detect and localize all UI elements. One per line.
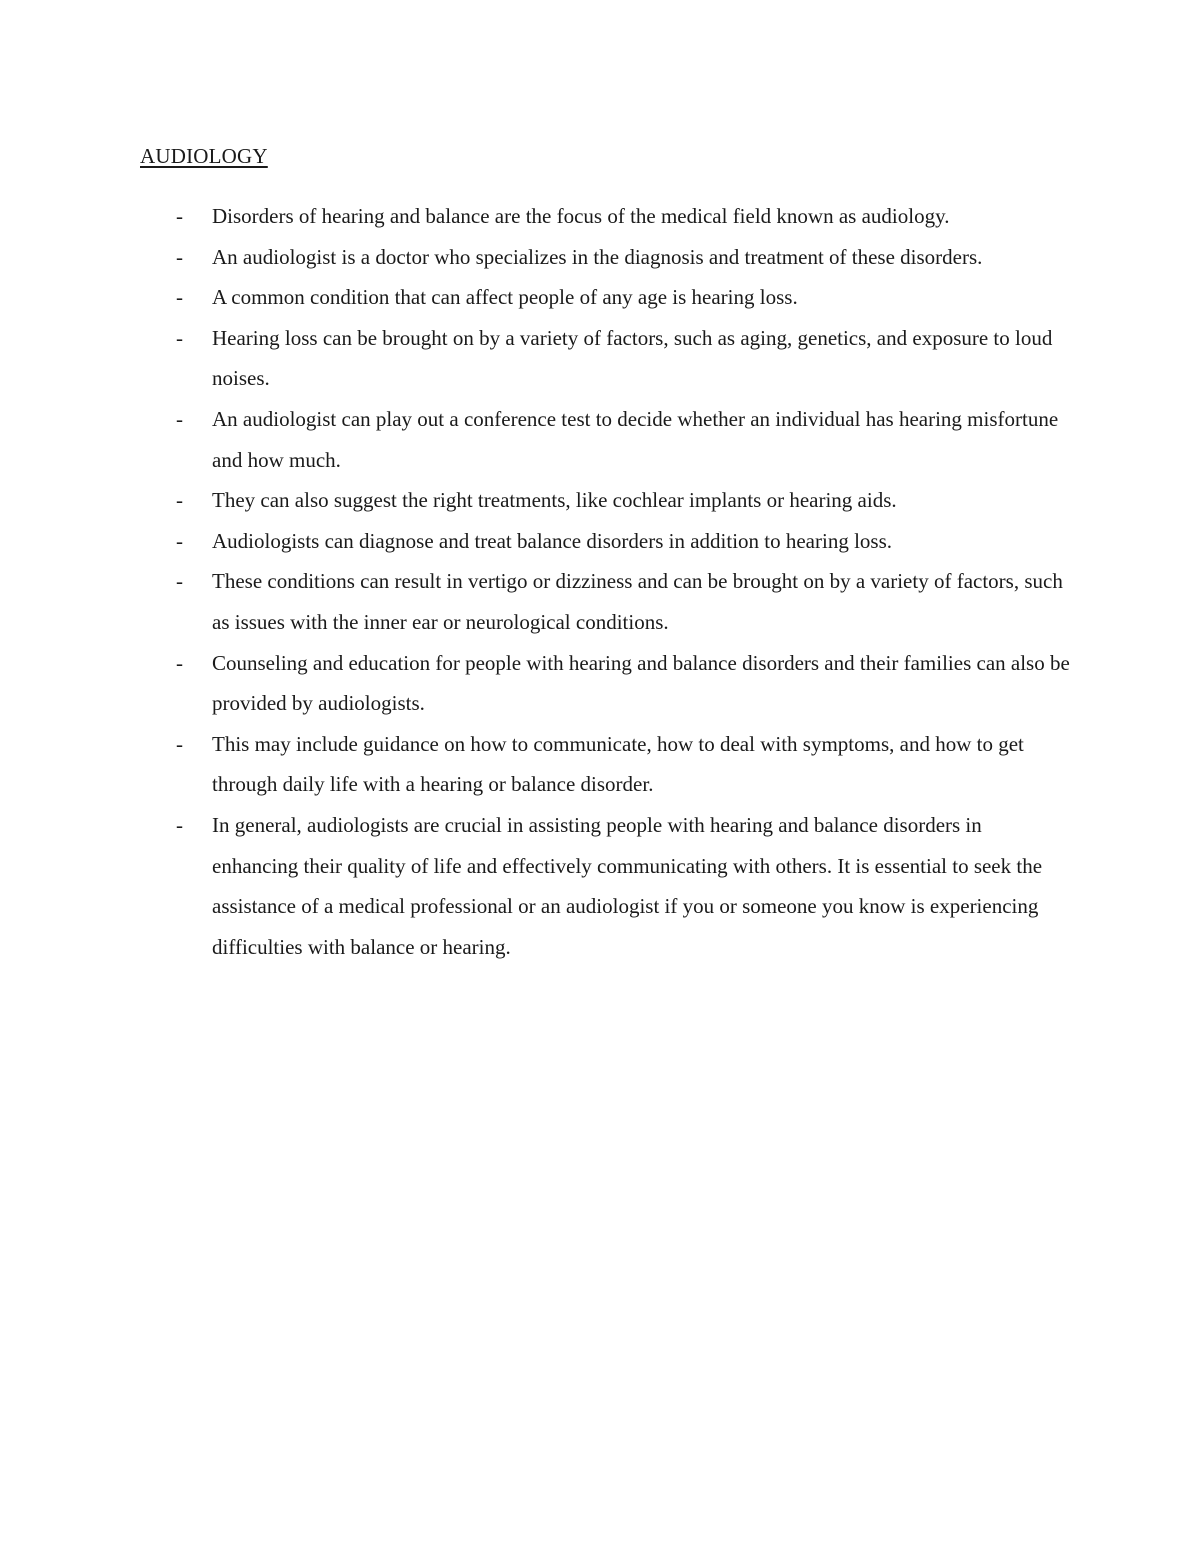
list-item-text: These conditions can result in vertigo or dizziness and can be brought on by a variety of factors, such as issues with the inner ear or neurological conditions. [212, 569, 1063, 634]
bullet-dash: - [176, 812, 183, 837]
bullet-dash: - [176, 204, 183, 228]
list-item-text: Audiologists can diagnose and treat balance disorders in addition to hearing loss. [212, 528, 893, 553]
list-item-text: In general, audiologists are crucial in assisting people with hearing and balance disorders in enhancing their quality of life and effectively communicating with others. It is essential to seek the assistance of a medical professional or an audiologist if you or someone you know is experiencing difficulties with balance or hearing. [212, 812, 1043, 959]
bullet-dash: - [176, 244, 183, 269]
list-item [140, 561, 1070, 642]
list-item-text: This may include guidance on how to communicate, how to deal with symptoms, and how to get through daily life with a hearing or balance disorder. [212, 731, 1024, 797]
bullet-dash: - [176, 488, 183, 513]
bullet-dash: - [176, 569, 183, 594]
bullet-dash: - [176, 650, 183, 675]
list-item [140, 399, 1070, 480]
list-item [140, 480, 1070, 521]
list-item [140, 805, 1070, 967]
bullet-dash: - [176, 325, 183, 350]
bullet-dash: - [176, 731, 183, 756]
list-item [140, 196, 1070, 237]
list-item-text: Counseling and education for people with hearing and balance disorders and their families can also be provided by audiologists. [212, 650, 1070, 716]
list-item [140, 318, 1070, 399]
list-item-text: A common condition that can affect people of any age is hearing loss. [212, 285, 798, 310]
list-item-text: Disorders of hearing and balance are the focus of the medical field known as audiology. [212, 204, 950, 228]
list-item-text: They can also suggest the right treatments, like cochlear implants or hearing aids. [212, 488, 897, 513]
list-item [140, 237, 1070, 278]
bullet-list [140, 196, 1070, 967]
bullet-dash: - [176, 285, 183, 310]
bullet-dash: - [176, 406, 183, 431]
document-title: AUDIOLOGY [140, 144, 268, 168]
document-body [140, 140, 1070, 967]
bullet-dash: - [176, 528, 183, 553]
list-item [140, 277, 1070, 318]
list-item [140, 643, 1070, 724]
list-item [140, 521, 1070, 562]
list-item-text: Hearing loss can be brought on by a variety of factors, such as aging, genetics, and exposure to loud noises. [212, 325, 1053, 391]
list-item-text: An audiologist can play out a conference test to decide whether an individual has hearing misfortune and how much. [212, 406, 1059, 472]
list-item [140, 724, 1070, 805]
list-item-text: An audiologist is a doctor who specializes in the diagnosis and treatment of these disorders. [212, 244, 983, 269]
